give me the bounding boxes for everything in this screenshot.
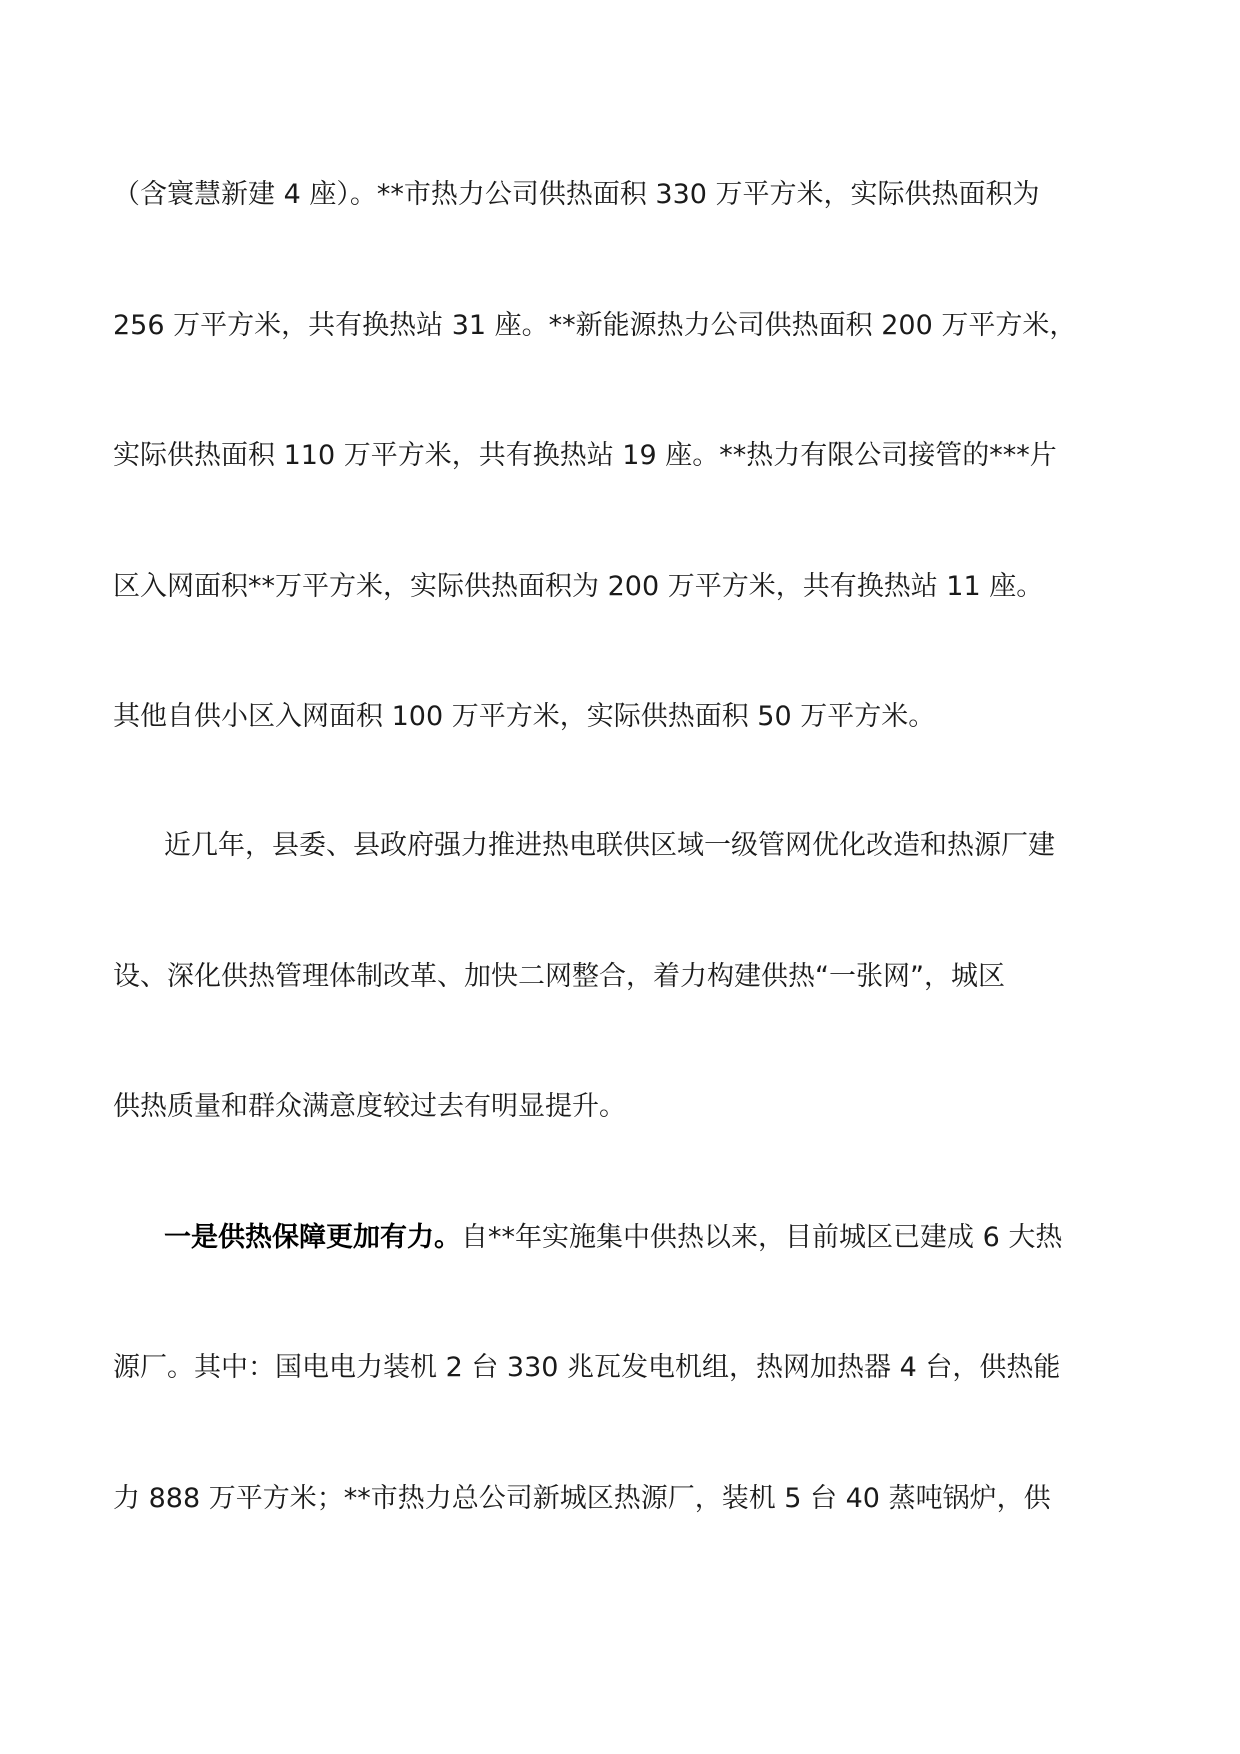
paragraph-2-line-3: 供热质量和群众满意度较过去有明显提升。 [113, 1091, 626, 1122]
paragraph-3-line-2: 源厂。其中：国电电力装机 2 台 330 兆瓦发电机组，热网加热器 4 台，供热能 [113, 1352, 1061, 1383]
paragraph-3-line-3: 力 888 万平方米；**市热力总公司新城区热源厂，装机 5 台 40 蒸吨锅炉，供 [113, 1483, 1051, 1514]
paragraph-3-line-1-text: 自**年实施集中供热以来，目前城区已建成 6 大热 [461, 1222, 1063, 1253]
paragraph-2-line-2: 设、深化供热管理体制改革、加快二网整合，着力构建供热“一张网”，城区 [113, 961, 1005, 992]
bold-lead-heading: 一是供热保障更加有力。 [164, 1222, 461, 1253]
text-line-5: 其他自供小区入网面积 100 万平方米，实际供热面积 50 万平方米。 [113, 701, 936, 732]
paragraph-2-line-1: 近几年，县委、县政府强力推进热电联供区域一级管网优化改造和热源厂建 [164, 830, 1055, 861]
text-line-1: （含寰慧新建 4 座）。**市热力公司供热面积 330 万平方米，实际供热面积为 [113, 179, 1040, 210]
text-line-2: 256 万平方米，共有换热站 31 座。**新能源热力公司供热面积 200 万平方米， [113, 310, 1077, 341]
text-line-4: 区入网面积**万平方米，实际供热面积为 200 万平方米，共有换热站 11 座。 [113, 571, 1044, 602]
text-line-3: 实际供热面积 110 万平方米，共有换热站 19 座。**热力有限公司接管的***片 [113, 440, 1057, 471]
paragraph-3-line-1 [164, 1221, 1062, 1255]
